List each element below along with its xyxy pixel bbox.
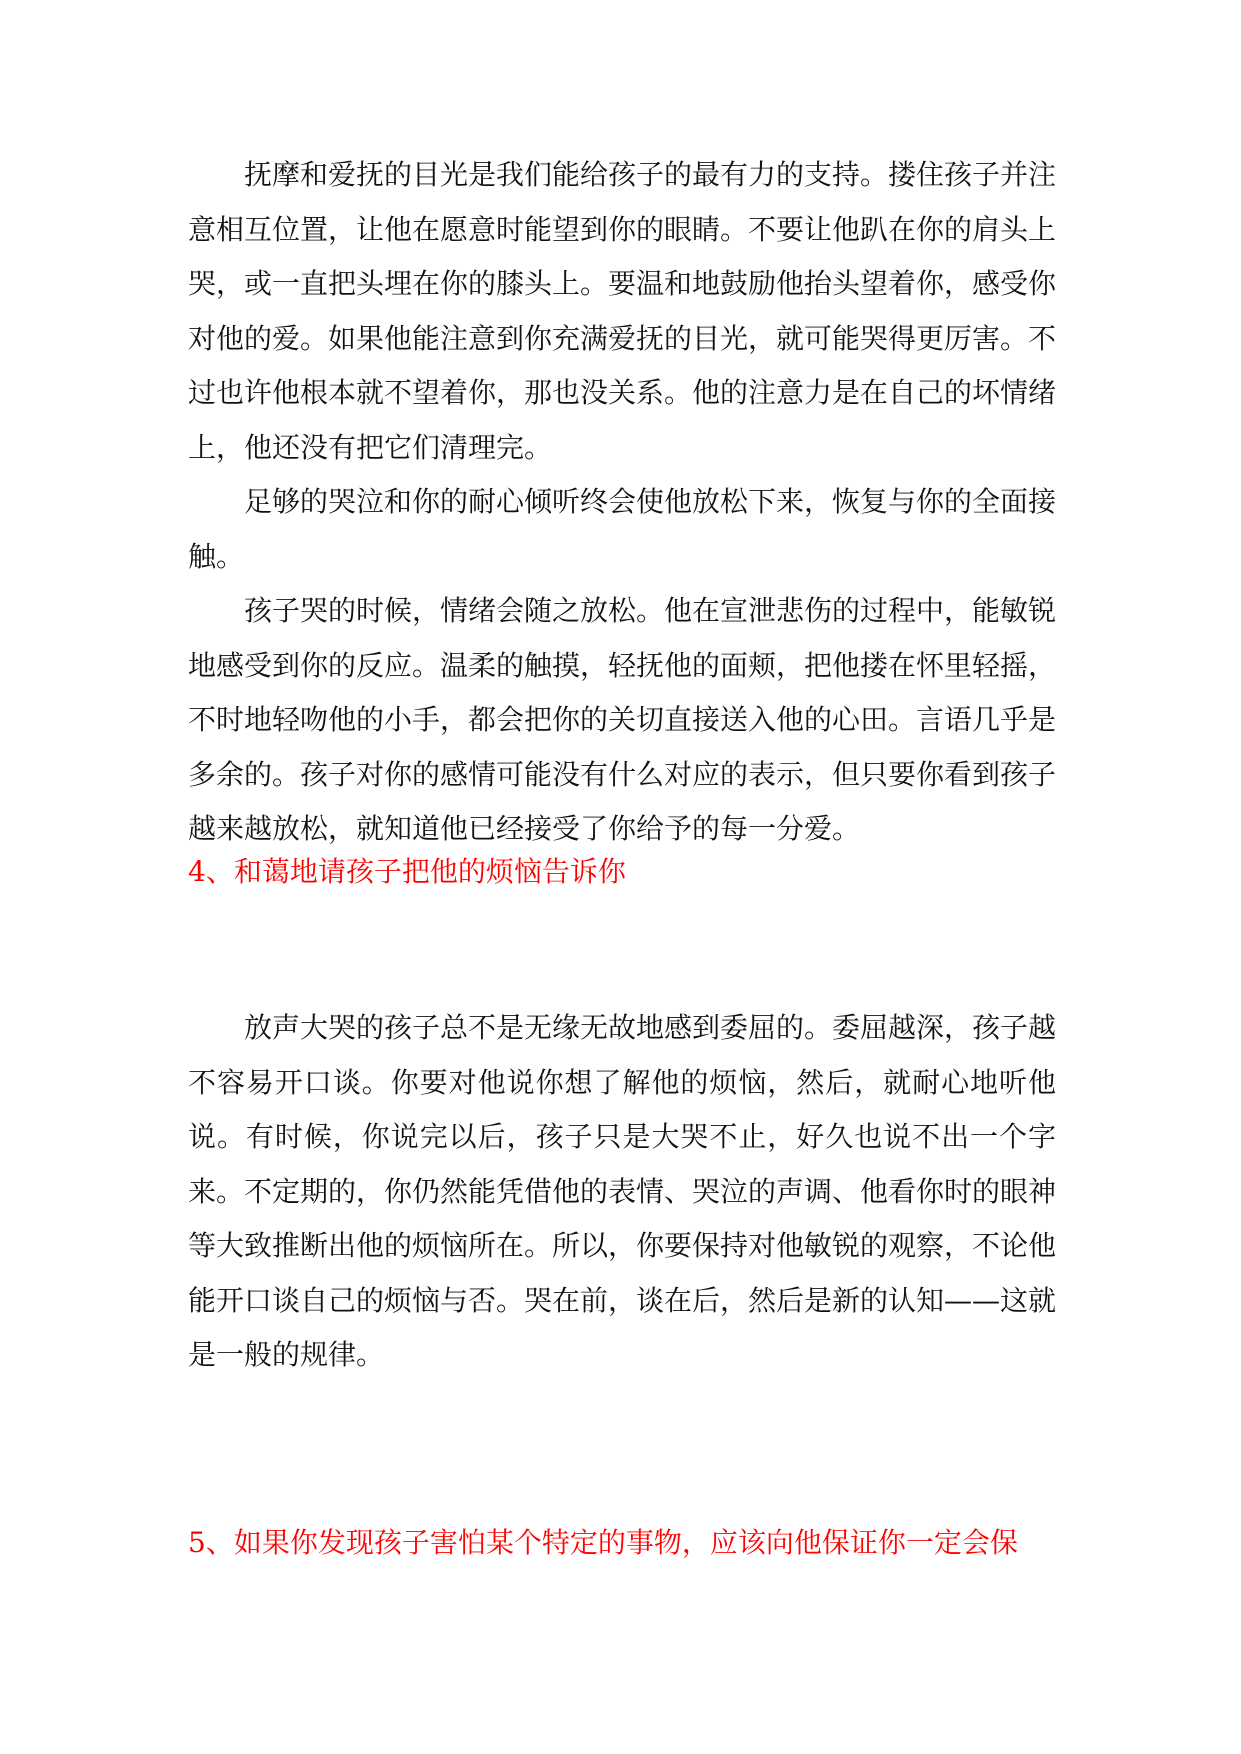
paragraph-patient-listening: 足够的哭泣和你的耐心倾听终会使他放松下来，恢复与你的全面接触。 (188, 485, 1057, 573)
paragraph-gentle-touch: 孩子哭的时候，情绪会随之放松。他在宣泄悲伤的过程中，能敏锐地感受到你的反应。温柔的触摸，轻抚他的面颊，把他搂在怀里轻摇，不时地轻吻他的小手，都会把你的关切直接送入他的心田。言语几乎是多余的。孩子对你的感情可能没有什么对应的表示，但只要你看到孩子越来越放松，就知道他已经接受了你给予的每一分爱。 (188, 594, 1057, 845)
paragraph-eye-contact: 抚摩和爱抚的目光是我们能给孩子的最有力的支持。搂住孩子并注意相互位置，让他在愿意时能望到你的眼睛。不要让他趴在你的肩头上哭，或一直把头埋在你的膝头上。要温和地鼓励他抬头望着你，感受你对他的爱。如果他能注意到你充满爱抚的目光，就可能哭得更厉害。不过也许他根本就不望着你，那也没关系。他的注意力是在自己的坏情绪上，他还没有把它们清理完。 (188, 158, 1057, 464)
body-text-block-1 (188, 148, 1056, 857)
section-heading-4: 4、和蔼地请孩子把他的烦恼告诉你 (188, 855, 626, 888)
paragraph-ask-about-worries: 放声大哭的孩子总不是无缘无故地感到委屈的。委屈越深，孩子越不容易开口谈。你要对他说你想了解他的烦恼，然后，就耐心地听他说。有时候，你说完以后，孩子只是大哭不止，好久也说不出一个字来。不定期的，你仍然能凭借他的表情、哭泣的声调、他看你时的眼神等大致推断出他的烦恼所在。所以，你要保持对他敏锐的观察，不论他能开口谈自己的烦恼与否。哭在前，谈在后，然后是新的认知——这就是一般的规律。 (188, 1011, 1057, 1371)
body-text-block-2 (188, 1001, 1056, 1383)
section-heading-5: 5、如果你发现孩子害怕某个特定的事物，应该向他保证你一定会保 (188, 1526, 1018, 1559)
